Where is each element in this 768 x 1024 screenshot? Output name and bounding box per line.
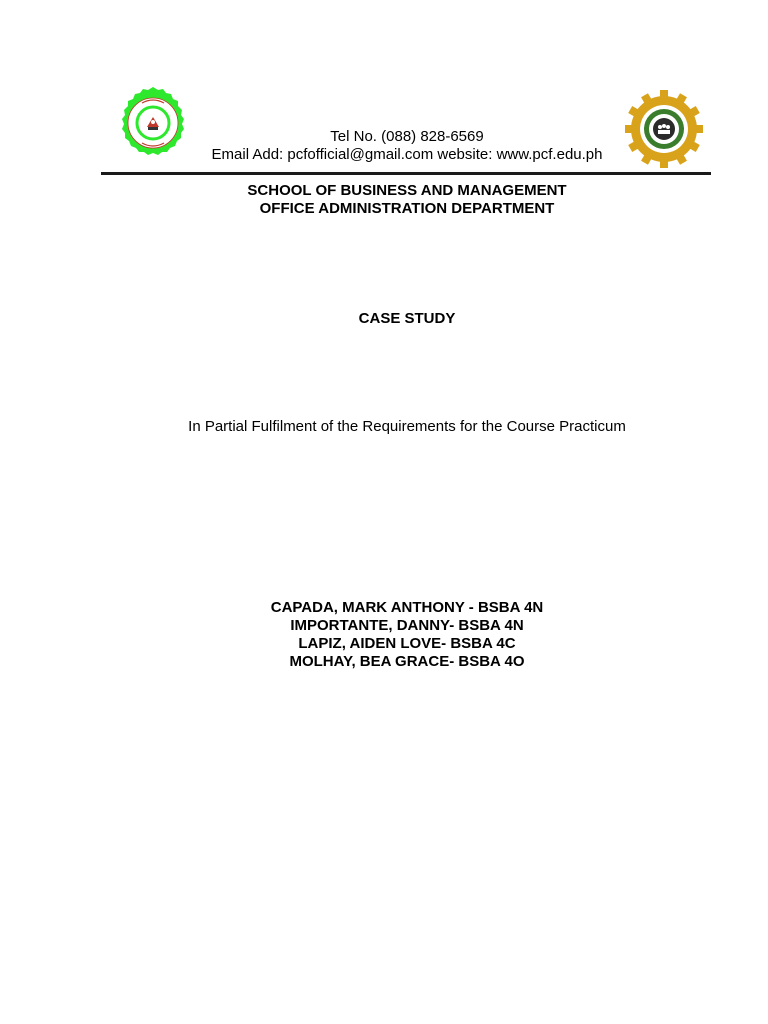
author-name: MOLHAY, BEA GRACE- BSBA 4O bbox=[289, 653, 525, 670]
author-name: LAPIZ, AIDEN LOVE- BSBA 4C bbox=[298, 635, 516, 652]
author-name: IMPORTANTE, DANNY- BSBA 4N bbox=[290, 617, 524, 634]
author-name: CAPADA, MARK ANTHONY - BSBA 4N bbox=[270, 599, 544, 616]
school-name: SCHOOL OF BUSINESS AND MANAGEMENT bbox=[247, 182, 567, 199]
document-purpose: In Partial Fulfilment of the Requirements for the Course Practicum bbox=[188, 418, 626, 435]
document-title: CASE STUDY bbox=[358, 310, 456, 327]
email-website-line: Email Add: pcfofficial@gmail.com website: www.pcf.edu.ph bbox=[211, 146, 603, 163]
header-divider bbox=[101, 172, 711, 175]
department-name: OFFICE ADMINISTRATION DEPARTMENT bbox=[259, 200, 555, 217]
author-list bbox=[100, 599, 714, 671]
telephone-number: Tel No. (088) 828-6569 bbox=[330, 128, 484, 145]
